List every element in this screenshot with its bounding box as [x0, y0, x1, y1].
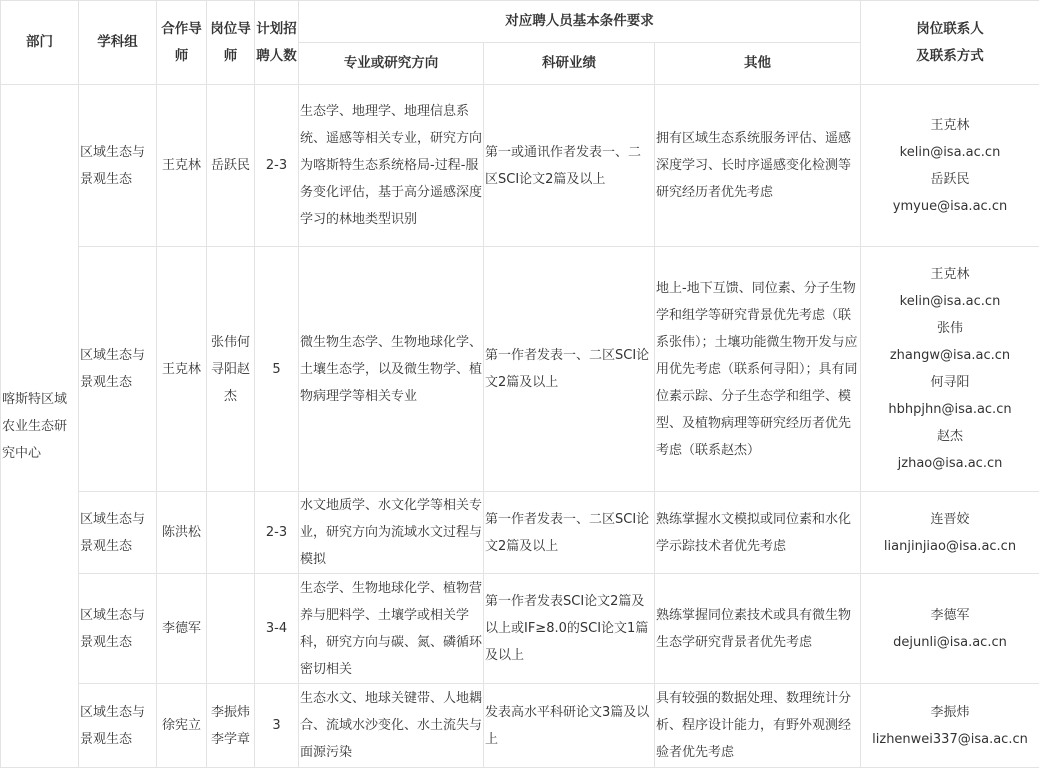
coop-cell: 李德军	[157, 574, 207, 684]
table-row	[1, 684, 1039, 768]
plan-cell: 3	[255, 684, 299, 768]
header-major: 专业或研究方向	[299, 43, 484, 85]
contact-name: 岳跃民	[930, 171, 970, 187]
post-cell: 张伟何寻阳赵杰	[207, 247, 255, 492]
research-cell: 第一作者发表一、二区SCI论文2篇及以上	[484, 492, 655, 574]
group-cell: 区域生态与景观生态	[79, 684, 157, 768]
contact-name: 王克林	[930, 267, 970, 282]
contact-cell	[861, 492, 1039, 574]
header-group: 学科组	[79, 1, 157, 85]
coop-cell: 王克林	[157, 85, 207, 247]
plan-cell: 2-3	[255, 85, 299, 247]
other-cell: 具有较强的数据处理、数理统计分析、程序设计能力，有野外观测经验者优先考虑	[655, 684, 861, 768]
plan-cell: 3-4	[255, 574, 299, 684]
post-cell	[207, 492, 255, 574]
table-row	[1, 574, 1039, 684]
contact-email[interactable]: lizhenwei337@isa.ac.cn	[872, 731, 1028, 747]
header-research: 科研业绩	[484, 43, 655, 85]
contact-email[interactable]: jzhao@isa.ac.cn	[897, 456, 1003, 471]
contact-cell	[861, 574, 1039, 684]
other-cell: 熟练掌握同位素技术或具有微生物生态学研究背景者优先考虑	[655, 574, 861, 684]
contact-email[interactable]: kelin@isa.ac.cn	[899, 144, 1001, 160]
contact-name: 张伟	[936, 321, 963, 336]
contact-email[interactable]: zhangw@isa.ac.cn	[889, 348, 1011, 363]
group-cell: 区域生态与景观生态	[79, 492, 157, 574]
group-cell: 区域生态与景观生态	[79, 85, 157, 247]
contact-name: 何寻阳	[930, 375, 970, 390]
header-other: 其他	[655, 43, 861, 85]
header-coop: 合作导师	[157, 1, 207, 85]
post-cell	[207, 574, 255, 684]
major-cell: 水文地质学、水文化学等相关专业，研究方向为流域水文过程与模拟	[299, 492, 484, 574]
research-cell: 第一作者发表SCI论文2篇及以上或IF≥8.0的SCI论文1篇及以上	[484, 574, 655, 684]
header-contact-line1: 岗位联系人	[916, 20, 984, 37]
research-cell: 第一作者发表一、二区SCI论文2篇及以上	[484, 247, 655, 492]
contact-name: 连晋姣	[930, 511, 970, 527]
contact-name: 赵杰	[936, 429, 963, 444]
table-row	[1, 492, 1039, 574]
post-cell: 李振炜李学章	[207, 684, 255, 768]
major-cell: 生态学、地理学、地理信息系统、遥感等相关专业，研究方向为喀斯特生态系统格局-过程-服务变化评估，基于高分遥感深度学习的林地类型识别	[299, 85, 484, 247]
table-row	[1, 247, 1039, 492]
research-cell: 发表高水平科研论文3篇及以上	[484, 684, 655, 768]
contact-cell	[861, 247, 1039, 492]
header-plan: 计划招聘人数	[255, 1, 299, 85]
contact-name: 李德军	[930, 607, 970, 623]
other-cell: 地上-地下互馈、同位素、分子生物学和组学等研究背景优先考虑（联系张伟）；土壤功能微生物开发与应用优先考虑（联系何寻阳）；具有同位素示踪、分子生态学和组学、模型、及植物病理等研究经历者优先考虑（联系赵杰）	[655, 247, 861, 492]
plan-cell: 2-3	[255, 492, 299, 574]
header-contact	[861, 1, 1039, 85]
contact-name: 王克林	[930, 117, 970, 133]
major-cell: 生态水文、地球关键带、人地耦合、流域水沙变化、水土流失与面源污染	[299, 684, 484, 768]
header-post: 岗位导师	[207, 1, 255, 85]
header-contact-line2: 及联系方式	[916, 47, 984, 64]
header-dept: 部门	[1, 1, 79, 85]
table-row	[1, 85, 1039, 247]
research-cell: 第一或通讯作者发表一、二区SCI论文2篇及以上	[484, 85, 655, 247]
department-cell: 喀斯特区域农业生态研究中心	[1, 85, 79, 768]
other-cell: 拥有区域生态系统服务评估、遥感深度学习、长时序遥感变化检测等研究经历者优先考虑	[655, 85, 861, 247]
post-cell: 岳跃民	[207, 85, 255, 247]
contact-cell	[861, 684, 1039, 768]
contact-cell	[861, 85, 1039, 247]
contact-email[interactable]: ymyue@isa.ac.cn	[892, 198, 1008, 214]
contact-email[interactable]: hbhpjhn@isa.ac.cn	[888, 402, 1012, 417]
group-cell: 区域生态与景观生态	[79, 247, 157, 492]
coop-cell: 徐宪立	[157, 684, 207, 768]
major-cell: 生态学、生物地球化学、植物营养与肥料学、土壤学或相关学科，研究方向与碳、氮、磷循环密切相关	[299, 574, 484, 684]
coop-cell: 王克林	[157, 247, 207, 492]
major-cell: 微生物生态学、生物地球化学、土壤生态学，以及微生物学、植物病理学等相关专业	[299, 247, 484, 492]
contact-name: 李振炜	[930, 704, 970, 720]
other-cell: 熟练掌握水文模拟或同位素和水化学示踪技术者优先考虑	[655, 492, 861, 574]
coop-cell: 陈洪松	[157, 492, 207, 574]
contact-email[interactable]: dejunli@isa.ac.cn	[893, 634, 1007, 650]
group-cell: 区域生态与景观生态	[79, 574, 157, 684]
plan-cell: 5	[255, 247, 299, 492]
contact-email[interactable]: lianjinjiao@isa.ac.cn	[883, 538, 1017, 554]
header-requirements: 对应聘人员基本条件要求	[299, 1, 861, 43]
contact-email[interactable]: kelin@isa.ac.cn	[899, 294, 1001, 309]
